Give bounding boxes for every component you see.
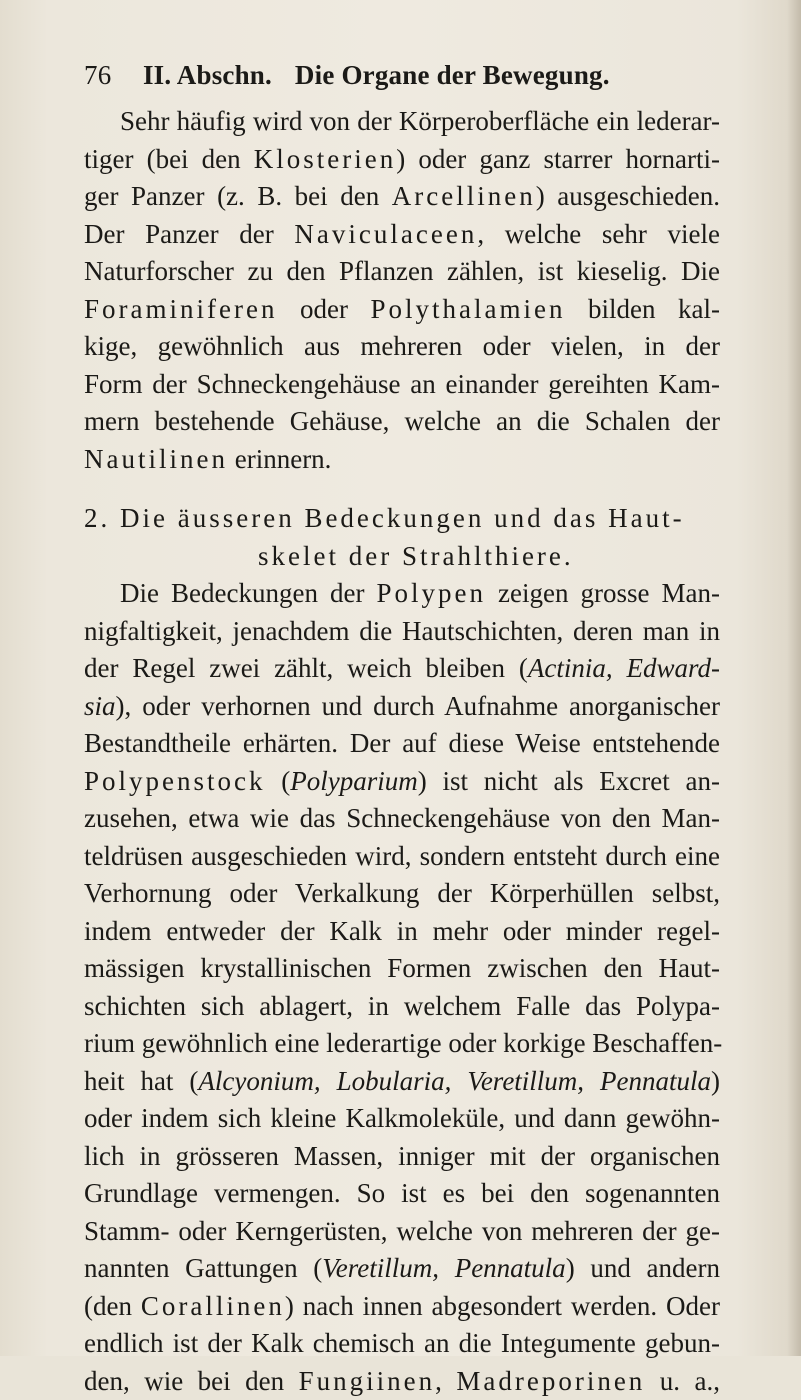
page-edge-shadow [787,0,801,1356]
paragraph-gap [84,478,720,500]
section-heading-continued: skelet der Strahlthiere. [84,538,720,576]
text-line: mern bestehende Gehäuse, welche an die Schalen der [84,403,720,441]
chapter-title: Die Organe der Bewegung. [295,60,610,90]
text-line: Grundlage vermengen. So ist es bei den sogenannten [84,1175,720,1213]
text-line: der Regel zwei zählt, weich bleiben (Actinia, Edward- [84,650,720,688]
page-number: 76 [84,60,136,91]
text-line: zusehen, etwa wie das Schneckengehäuse von den Man- [84,800,720,838]
text-line: Nautilinen erinnern. [84,441,720,479]
text-line: rium gewöhnlich eine lederartige oder korkige Beschaffen- [84,1025,720,1063]
text-line: Naturforscher zu den Pflanzen zählen, ist kieselig. Die [84,253,720,291]
section-heading: 2. Die äusseren Bedeckungen und das Haut- [84,500,720,538]
text-line: Polypenstock (Polyparium) ist nicht als Excret an- [84,763,720,801]
text-line: den, wie bei den Fungiinen, Madreporinen u. a., [84,1363,720,1400]
text-line: teldrüsen ausgeschieden wird, sondern entsteht durch eine [84,838,720,876]
text-line: heit hat (Alcyonium, Lobularia, Veretillum, Pennatula) [84,1063,720,1101]
text-line: Foraminiferen oder Polythalamien bilden kal- [84,291,720,329]
text-line: (den Corallinen) nach innen abgesondert werden. Oder [84,1288,720,1326]
text-line: Stamm- oder Kerngerüsten, welche von mehreren der ge- [84,1213,720,1251]
text-line: Form der Schneckengehäuse an einander gereihten Kam- [84,366,720,404]
body-text [84,103,720,1400]
section-label: II. Abschn. [143,60,272,90]
text-line: schichten sich ablagert, in welchem Falle das Polypa- [84,988,720,1026]
text-line: lich in grösseren Massen, inniger mit der organischen [84,1138,720,1176]
text-line: endlich ist der Kalk chemisch an die Integumente gebun- [84,1325,720,1363]
text-line: tiger (bei den Klosterien) oder ganz starrer hornarti- [84,141,720,179]
text-line: Sehr häufig wird von der Körperoberfläche ein lederar- [84,103,720,141]
text-line: oder indem sich kleine Kalkmoleküle, und dann gewöhn- [84,1100,720,1138]
text-line: Der Panzer der Naviculaceen, welche sehr viele [84,216,720,254]
text-line: Die Bedeckungen der Polypen zeigen grosse Man- [84,575,720,613]
text-line: indem entweder der Kalk in mehr oder minder regel- [84,913,720,951]
text-line: nigfaltigkeit, jenachdem die Hautschichten, deren man in [84,613,720,651]
text-line: kige, gewöhnlich aus mehreren oder vielen, in der [84,328,720,366]
text-line: Verhornung oder Verkalkung der Körperhüllen selbst, [84,875,720,913]
text-line: Bestandtheile erhärten. Der auf diese Weise entstehende [84,725,720,763]
text-line: sia), oder verhornen und durch Aufnahme anorganischer [84,688,720,726]
text-line: mässigen krystallinischen Formen zwischen den Haut- [84,950,720,988]
text-line: nannten Gattungen (Veretillum, Pennatula) und andern [84,1250,720,1288]
running-header [84,60,684,91]
text-line: ger Panzer (z. B. bei den Arcellinen) ausgeschieden. [84,178,720,216]
